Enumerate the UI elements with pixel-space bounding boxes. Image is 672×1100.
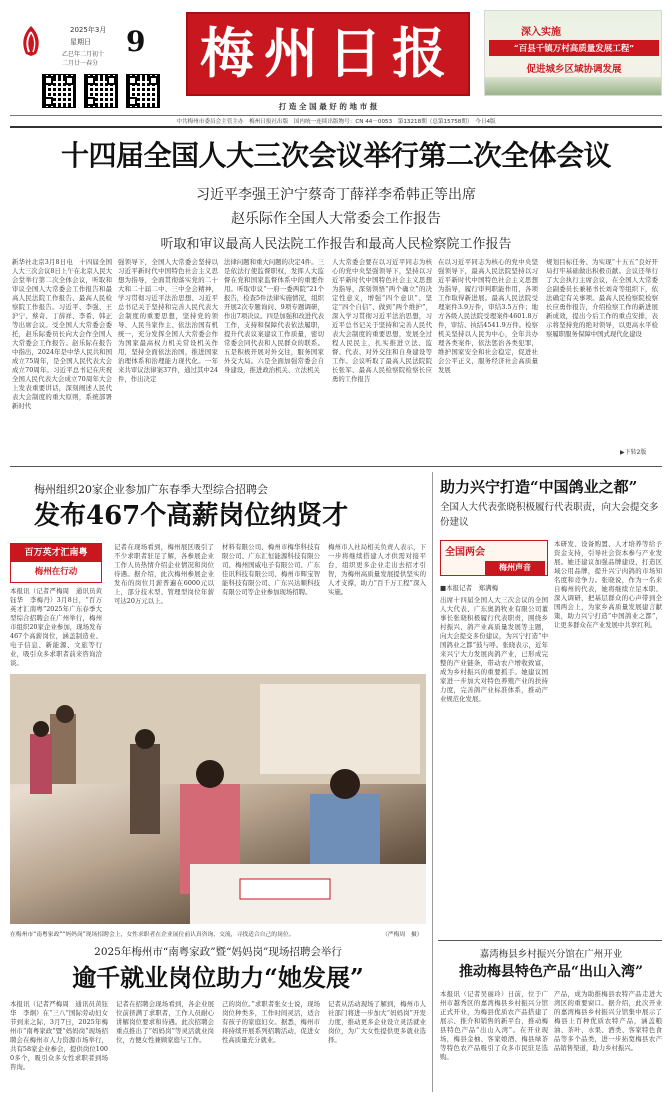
qr-code-3	[126, 74, 160, 108]
lead-col-5: 在以习近平同志为核心的党中央坚强领导下，最高人民法院坚持以习近平新时代中国特色社会主义思想为指导，履行审判职能作用，各项工作取得新进展。最高人民法院受理案件3.9万件，审结3.5万件；地方各级人民法院受理案件4601.8万件，审结、执结4541.9万件。检察机关坚持以人民为中心，全年共办理各类案件，依法惩治各类犯罪，维护国家安全和社会稳定，促进社会公平正义，服务经济社会高质量发展	[438, 258, 538, 374]
jobs-kicker: 梅州组织20家企业参加广东春季大型综合招聘会	[34, 483, 268, 496]
newspaper-logo-icon	[18, 24, 44, 58]
date-weekday: 星期日	[70, 38, 91, 46]
meixian-headline: 推动梅县特色产品“出山入湾”	[458, 964, 644, 980]
column-divider	[432, 472, 433, 1092]
women-col-2: 记者在招聘会现场看到，各企业展位前挤满了求职者，工作人员耐心讲解岗位要求和待遇。此次招聘会重点推出了“妈妈岗”等灵活就业岗位，方便女性兼顾家庭与工作。	[116, 1000, 214, 1044]
lead-col-2: 强领导下，全国人大常委会坚持以习近平新时代中国特色社会主义思想为指导，全面贯彻落实党的二十大和二十届二中、三中全会精神，学习贯彻习近平法治思想、习近平总书记关于坚持和完善人民代表大会制度的重要思想，坚持党的领导、人民当家作主、依法治国有机统一，充分发挥全国人大常委会作为国家最高权力机关常设机关作用，坚持全面依法治国，推进国家治理体系和治理能力现代化。一年来共审议法律案37件，通过其中24件，作出决定	[118, 258, 218, 383]
banner-mid-text: “百县千镇万村高质量发展工程”	[513, 44, 635, 54]
lead-sub3: 听取和审议最高人民法院工作报告和最高人民检察院工作报告	[160, 237, 512, 252]
women-headline: 逾千就业岗位助力“她发展”	[72, 963, 364, 992]
jobs-col-1: 本报讯（记者严梅周 通讯员黄钰华 李梅丹）3月8日，“百万英才汇南粤”2025年广东春季大型综合招聘会在广州举行，梅州市组织20家企业参加，现场发布467个高薪岗位，涵盖制造业、电子信息、新能源、文旅等行业，吸引众多求职者前来咨询洽谈。	[10, 587, 102, 667]
date-day: 9	[126, 25, 146, 58]
masthead-rule-bottom	[10, 126, 662, 128]
pigeon-col-1: 出席十四届全国人大三次会议的全国人大代表、广东奥鸽牧业有限公司董事长张晓积极履行代表职责，围绕乡村振兴、鸽产业高质量发展等主题，向大会提交多份建议，为兴宁打造“中国鸽业之都”鼓与呼。张晓表示，近年来兴宁大力发展肉鸽产业，已形成完整的产业链条，带动农户增收致富，成为乡村振兴的重要抓手。她建议国家进一步加大对特色养殖产业的扶持力度，完善鸽产业标准体系，推动产业规范化发展。	[440, 596, 548, 703]
jobs-badge	[10, 543, 102, 583]
lead-headline: 十四届全国人大三次会议举行第二次全体会议	[60, 139, 611, 172]
meixian-col-2: 产品，成为助推梅县农特产品走进大湾区的重要窗口。据介绍，此次开业的嘉湾梅县乡村振兴分馆集中展示了梅县上百种优质农特产品，涵盖粮油、茶叶、水果、酒类、客家特色食品等多个品类，进一步拓宽梅县农产品销售渠道，助力乡村振兴。	[554, 990, 662, 1052]
meixian-col-1: 本报讯（记者吴丽玲）日前，位于广州市越秀区的嘉湾梅县乡村振兴分馆正式开业，为梅县优质农产品搭建了展示、推介和销售的新平台，推动梅县特色产品“出山入湾”。在开业现场，梅县金柚、客家娘酒、梅县绿茶等特色农产品吸引了众多市民驻足选购。	[440, 990, 548, 1061]
newspaper-title: 梅州日报	[200, 21, 456, 85]
lunar-date-2: 二月廿一春分	[62, 60, 99, 67]
jobs-badge-bot: 梅州在行动	[34, 567, 78, 577]
jobs-col-4: 梅州市人社局相关负责人表示，下一步将继续搭建人才供需对接平台，组织更多企业走出去招才引智，为梅州高质量发展提供坚实的人才支撑，助力“百千万工程”深入实施。	[328, 543, 426, 596]
masthead-rule-top	[10, 115, 662, 116]
qr-code-1	[42, 74, 76, 108]
right-divider	[438, 940, 662, 941]
lead-col-4: 人大常委会要在以习近平同志为核心的党中央坚强领导下，坚持以习近平新时代中国特色社会主义思想为指导，深刻领悟“两个确立”的决定性意义，增强“四个意识”、坚定“四个自信”、做到“两个维护”，深入学习贯彻习近平法治思想，习近平总书记关于坚持和完善人民代表大会制度的重要思想，发展全过程人民民主，扎实推进立法、监督、代表、对外交往和自身建设等工作。会议听取了最高人民法院院长张军、最高人民检察院检察长应勇的工作报告	[332, 258, 432, 383]
qr-code-2	[84, 74, 118, 108]
photo-illustration	[10, 674, 426, 924]
date-year-month: 2025年3月	[70, 26, 107, 34]
lead-continued[interactable]: ▶下转2版	[620, 449, 647, 456]
masthead-info-line: 中共梅州市委员会主管主办 梅州日报社出版 国内统一连续出版物号：CN 44－0053 第13218期（总第15758期） 今日4版	[176, 119, 496, 125]
women-col-3: 己的岗位。”求职者张女士说，现场岗位种类多，工作时间灵活，适合有孩子的家庭妇女。据悉，梅州市将持续开展系列招聘活动，促进女性高质量充分就业。	[222, 1000, 320, 1044]
pigeon-badge	[440, 540, 548, 576]
women-col-1: 本报讯（记者严梅周 通讯员黄钰华 李炯）在“三八”国际劳动妇女节到来之际，3月7日，2025年梅州市“南粤家政”暨“妈妈岗”现场招聘会在梅州市人力资源市场举行，共有58家企业参会，提供岗位1000多个，吸引众多女性求职者到场咨询。	[10, 1000, 108, 1071]
title-block	[186, 12, 470, 96]
lead-sub1: 习近平李强王沪宁蔡奇丁薛祥李希韩正等出席	[196, 187, 476, 203]
photo-credit: （严梅周 摄）	[382, 932, 423, 938]
lead-col-6: 规划目标任务、为实现“十五五”良好开局打牢基础做出积极贡献。会议还举行了大会执行主席会议，在全国人大常委会副委员长兼秘书长刘奇等组织下，依法确定有关事项。最高人民检察院检察长应勇作报告，介绍检察工作的新进展新成效，提出今后工作的重点安排，表示将坚持党的绝对领导，以更高水平检察履职服务保障中国式现代化建设	[546, 258, 658, 338]
slogan: 打 造 全 国 最 好 的 地 市 报	[278, 102, 378, 111]
pigeon-col-2: 本研发、设备购置、人才培养等给予资金支持，引导社会资本参与产业发展。她还建议加强品牌建设，打造区域公用品牌，提升兴宁肉鸽的市场知名度和竞争力。张晓说，作为一名来自梅州的代表，她将继续立足本职、深入调研，把基层群众的心声带到全国两会上，为家乡高质量发展建言献策，助力兴宁打造“中国鸽业之都”，让更多群众在产业发展中共享红利。	[554, 540, 662, 629]
lunar-date-1: 乙巳年二月初十	[62, 51, 105, 58]
lead-sub2: 赵乐际作全国人大常委会工作报告	[231, 211, 441, 227]
section-divider	[10, 466, 662, 467]
jobs-col-3: 材料有限公司、梅州市梅华科技有限公司、广东汇恒能源科技有限公司、梅州国威电子有限公司、广东佳讯科技有限公司、梅州市辉宝智能科技有限公司、广东兴达顺科技有限公司等企业参加现场招聘。	[222, 543, 320, 596]
pigeon-badge-top: 全国两会	[445, 547, 485, 558]
pigeon-byline: ■本报记者 郑满梅	[440, 584, 499, 592]
jobs-col-2: 记者在现场看到，梅州展区吸引了不少求职者驻足了解，各参展企业工作人员热情介绍企业情况和岗位待遇。据介绍，此次梅州参展企业发布的岗位月薪普遍在6000元以上，部分技术型、管理型岗位年薪可达20万元以上。	[114, 543, 214, 605]
banner-bot-text: 促进城乡区域协调发展	[526, 64, 622, 75]
jobs-headline: 发布467个高薪岗位纳贤才	[34, 501, 349, 531]
women-col-4: 记者从活动现场了解到，梅州市人社部门将进一步加大“妈妈岗”开发力度，推动更多企业设立灵活就业岗位，为广大女性提供更多就业选择。	[328, 1000, 426, 1044]
jobs-badge-top: 百万英才汇南粤	[11, 544, 101, 562]
banner-ad	[484, 10, 662, 96]
women-kicker: 2025年梅州市“南粤家政”暨“妈妈岗”现场招聘会举行	[94, 946, 342, 958]
pigeon-sub: 全国人大代表张晓积极履行代表职责，向大会提交多份建议	[440, 502, 659, 528]
lead-col-3: 法律问题和重大问题的决定4件。三是依法行使监督职权，发挥人大监督在党和国家监督体系中的重要作用。听取审议“一府一委两院”21个报告，检查5件法律实施情况，组织开展2次专题询问、9项专题调研，作出7项决议。四是加强和改进代表工作，支持和保障代表依法履职，提升代表议案建议工作质量，密切常委会同代表和人民群众的联系。五是积极开展对外交往，服务国家外交大局。六是全面加强常委会自身建设，推进政治机关、立法机关	[224, 258, 324, 374]
banner-buildings	[485, 77, 661, 95]
masthead	[0, 0, 672, 124]
pigeon-badge-bot: 梅州声音	[485, 561, 545, 575]
meixian-kicker: 嘉湾梅县乡村振兴分馆在广州开业	[479, 949, 623, 960]
news-photo	[10, 674, 426, 924]
pigeon-headline: 助力兴宁打造“中国鸽业之都”	[440, 478, 638, 496]
photo-caption: 在梅州市“南粤家政”“妈妈岗”现场招聘会上，女性求职者在企业展位前认真咨询、交流，寻找适合自己的岗位。	[10, 932, 295, 938]
lead-col-1: 新华社北京3月8日电 十四届全国人大三次会议8日上午在北京人民大会堂举行第二次全体会议，听取和审议全国人大常委会工作报告和最高人民法院工作报告、最高人民检察院工作报告。习近平、李强、王沪宁、蔡奇、丁薛祥、李希、韩正等出席会议。受全国人大常委会委托，赵乐际委员长向大会作全国人大常委会工作报告。赵乐际在报告中指出，2024年是中华人民共和国成立75周年，是全国人民代表大会成立70周年。习近平总书记在庆祝全国人民代表大会成立70周年大会上发表重要讲话，深刻阐述人民代表大会制度的重大原则，系统部署新时代	[12, 258, 112, 410]
banner-top-text: 深入实施	[521, 27, 561, 38]
